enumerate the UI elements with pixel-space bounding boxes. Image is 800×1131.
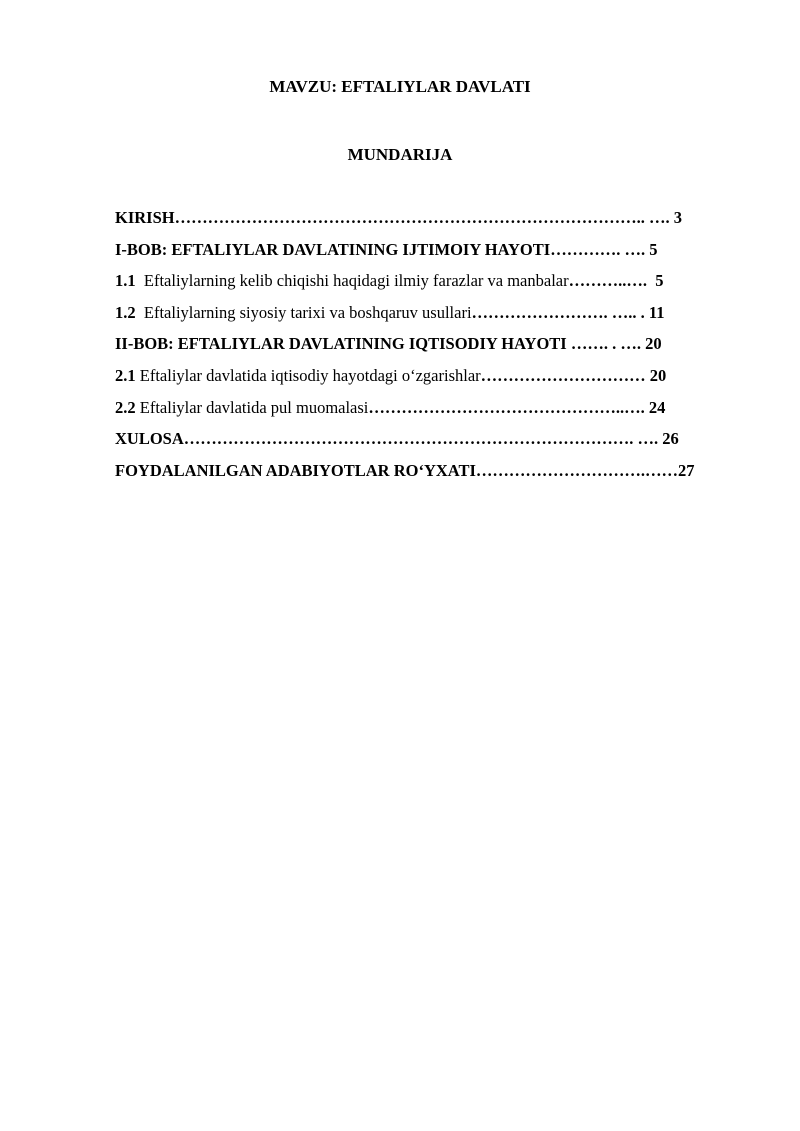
toc-entry-leader-page: ………………………… 20 — [480, 365, 667, 385]
toc-entry-number: 2.2 — [115, 397, 136, 417]
table-of-contents — [115, 206, 745, 490]
toc-heading: MUNDARIJA — [347, 145, 453, 164]
toc-entry-leader-page: ………………………………………..…. 24 — [368, 397, 666, 417]
toc-entry-leader-page: ………………………………………………………………………. …. 26 — [183, 429, 679, 449]
toc-entry-1-2 — [115, 301, 745, 333]
toc-entry-title: Eftaliylar davlatida iqtisodiy hayotdagi o‘zgarishlar — [135, 365, 481, 385]
toc-entry-xulosa — [115, 427, 745, 459]
toc-entry-title: II-BOB: EFTALIYLAR DAVLATINING IQTISODIY HAYOTI — [115, 334, 567, 354]
toc-entry-leader-page: ……. . …. 20 — [566, 334, 662, 354]
toc-entry-title: I-BOB: EFTALIYLAR DAVLATINING IJTIMOIY HAYOTI — [115, 239, 551, 259]
toc-entry-number: 2.1 — [115, 365, 136, 385]
toc-entry-references — [115, 459, 745, 491]
toc-entry-title: Eftaliylarning kelib chiqishi haqidagi ilmiy farazlar va manbalar — [135, 271, 569, 291]
toc-entry-1-1 — [115, 269, 745, 301]
toc-entry-number: 1.1 — [115, 271, 136, 291]
toc-entry-leader-page: ……………………. ….. . 11 — [471, 302, 665, 322]
toc-entry-title: FOYDALANILGAN ADABIYOTLAR RO‘YXATI — [115, 460, 476, 480]
document-topic: MAVZU: EFTALIYLAR DAVLATI — [269, 77, 531, 96]
toc-entry-leader-page: ………………………………………………………………………….. …. 3 — [174, 208, 682, 227]
toc-entry-title: XULOSA — [115, 429, 184, 449]
toc-entry-2-2 — [115, 396, 745, 428]
toc-entry-number: 1.2 — [115, 302, 136, 322]
toc-entry-chapter-1 — [115, 238, 745, 270]
toc-entry-title: Eftaliylar davlatida pul muomalasi — [135, 397, 369, 417]
toc-entry-kirish — [115, 206, 745, 238]
toc-entry-leader-page: …………. …. 5 — [550, 239, 658, 259]
toc-entry-chapter-2 — [115, 332, 745, 364]
toc-entry-leader-page: ………………………….……27 — [475, 460, 695, 480]
toc-entry-title: Eftaliylarning siyosiy tarixi va boshqaruv usullari — [135, 302, 472, 322]
toc-entry-2-1 — [115, 364, 745, 396]
toc-entry-leader-page: ………..…. 5 — [568, 271, 664, 291]
toc-entry-title: KIRISH — [115, 208, 175, 227]
